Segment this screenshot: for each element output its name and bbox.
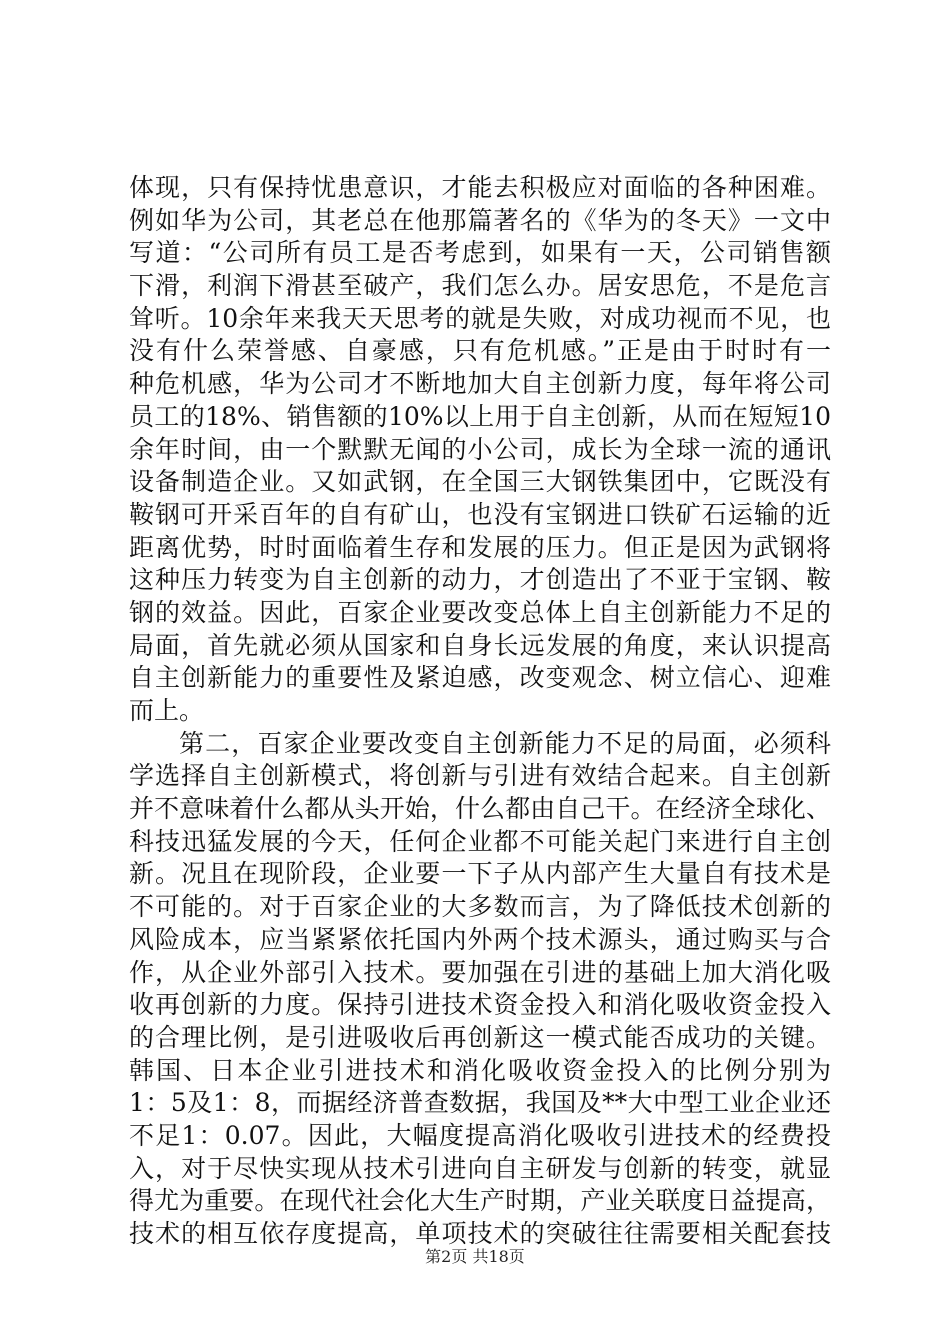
text-line: 没有什么荣誉感、自豪感，只有危机感。”正是由于时时有一	[129, 336, 831, 366]
text-line: 收再创新的力度。保持引进技术资金投入和消化吸收资金投入	[129, 990, 831, 1020]
text-line: 科技迅猛发展的今天，任何企业都不可能关起门来进行自主创	[129, 826, 831, 856]
body-text	[129, 172, 831, 1251]
text-line: 员工的18%、销售额的10%以上用于自主创新，从而在短短10	[129, 401, 831, 431]
text-line: 种危机感，华为公司才不断地加大自主创新力度，每年将公司	[129, 369, 831, 399]
text-line: 新。况且在现阶段，企业要一下子从内部产生大量自有技术是	[129, 859, 831, 889]
text-line: 耸听。10余年来我天天思考的就是失败，对成功视而不见，也	[129, 303, 831, 333]
text-line: 距离优势，时时面临着生存和发展的压力。但正是因为武钢将	[129, 532, 831, 562]
text-line: 韩国、日本企业引进技术和消化吸收资金投入的比例分别为	[129, 1055, 831, 1085]
text-line: 不足1：0.07。因此，大幅度提高消化吸收引进技术的经费投	[129, 1120, 831, 1150]
text-line: 而上。	[129, 696, 205, 725]
text-line: 设备制造企业。又如武钢，在全国三大钢铁集团中，它既没有	[129, 467, 831, 497]
text-line: 钢的效益。因此，百家企业要改变总体上自主创新能力不足的	[129, 597, 831, 627]
text-line: 写道：“公司所有员工是否考虑到，如果有一天，公司销售额	[129, 238, 831, 268]
page-footer: 第2页 共18页	[425, 1247, 525, 1266]
text-line: 风险成本，应当紧紧依托国内外两个技术源头，通过购买与合	[129, 924, 831, 954]
text-line: 技术的相互依存度提高，单项技术的突破往往需要相关配套技	[129, 1219, 831, 1248]
text-line: 自主创新能力的重要性及紧迫感，改变观念、树立信心、迎难	[129, 663, 831, 693]
text-line: 不可能的。对于百家企业的大多数而言，为了降低技术创新的	[129, 892, 831, 922]
text-line: 入，对于尽快实现从技术引进向自主研发与创新的转变，就显	[129, 1153, 831, 1183]
text-line: 体现，只有保持忧患意识，才能去积极应对面临的各种困难。	[129, 173, 831, 202]
text-line: 鞍钢可开采百年的自有矿山，也没有宝钢进口铁矿石运输的近	[129, 499, 831, 529]
text-line: 余年时间，由一个默默无闻的小公司，成长为全球一流的通讯	[129, 434, 831, 464]
text-line: 第二，百家企业要改变自主创新能力不足的局面，必须科	[179, 728, 831, 758]
text-line: 例如华为公司，其老总在他那篇著名的《华为的冬天》一文中	[129, 205, 831, 235]
text-line: 这种压力转变为自主创新的动力，才创造出了不亚于宝钢、鞍	[129, 565, 831, 595]
text-line: 局面，首先就必须从国家和自身长远发展的角度，来认识提高	[129, 630, 831, 660]
text-line: 1：5及1：8，而据经济普查数据，我国及**大中型工业企业还	[129, 1088, 831, 1118]
text-line: 得尤为重要。在现代社会化大生产时期，产业关联度日益提高，	[129, 1186, 831, 1216]
text-line: 下滑，利润下滑甚至破产，我们怎么办。居安思危，不是危言	[129, 271, 831, 301]
text-line: 学选择自主创新模式，将创新与引进有效结合起来。自主创新	[129, 761, 831, 791]
text-line: 并不意味着什么都从头开始，什么都由自己干。在经济全球化、	[129, 794, 831, 824]
text-line: 作，从企业外部引入技术。要加强在引进的基础上加大消化吸	[129, 957, 831, 987]
text-line: 的合理比例，是引进吸收后再创新这一模式能否成功的关键。	[129, 1022, 831, 1052]
